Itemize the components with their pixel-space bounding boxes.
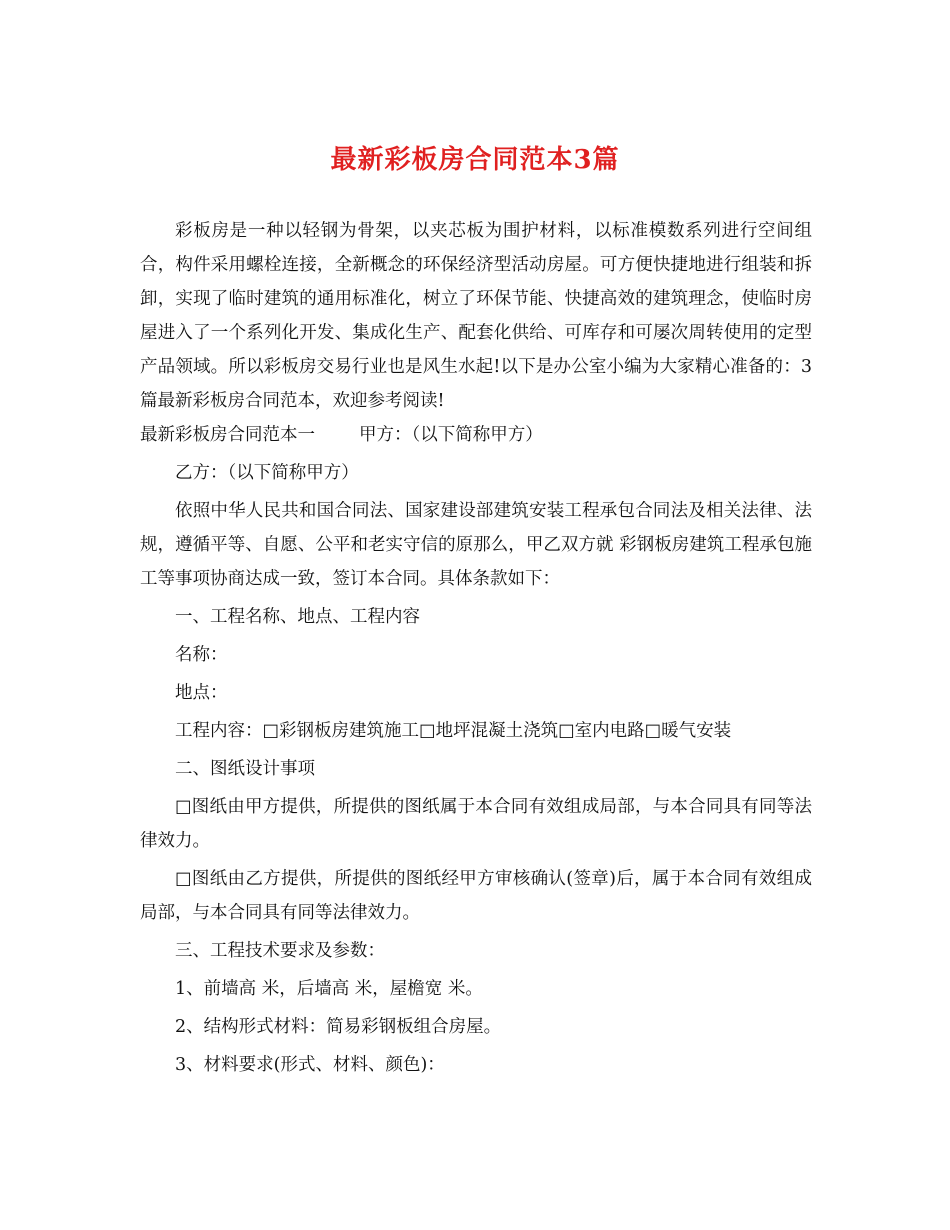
drawing-option-1: □图纸由甲方提供，所提供的图纸属于本合同有效组成局部，与本合同具有同等法律效力。 (140, 797, 812, 851)
location-label: 地点： (175, 683, 228, 703)
document-title: 最新彩板房合同范本3篇 (330, 145, 620, 175)
party-b-line: 乙方：（以下简称甲方） (175, 463, 359, 483)
document-body (140, 214, 812, 1082)
content-label: 工程内容：□彩钢板房建筑施工□地坪混凝土浇筑□室内电路□暖气安装 (175, 721, 732, 741)
preamble-paragraph: 依照中华人民共和国合同法、国家建设部建筑安装工程承包合同法及相关法律、法规，遵循平等、自愿、公平和老实守信的原那么，甲乙双方就 彩钢板房建筑工程承包施工等事项协商达成一致，签订本合同。具体条款如下： (140, 501, 812, 589)
clause1-heading: 一、工程名称、地点、工程内容 (175, 607, 420, 627)
section-heading: 最新彩板房合同范本一 (140, 425, 315, 445)
tech-item-3: 3、材料要求(形式、材料、颜色)： (175, 1055, 445, 1075)
tech-item-2: 2、结构形式材料：简易彩钢板组合房屋。 (175, 1017, 502, 1037)
clause3-heading: 三、工程技术要求及参数： (175, 941, 385, 961)
section-heading-line (140, 418, 812, 452)
name-label: 名称： (175, 645, 228, 665)
party-a-line: 甲方：（以下简称甲方） (359, 425, 543, 445)
drawing-option-2: □图纸由乙方提供，所提供的图纸经甲方审核确认(签章)后，属于本合同有效组成局部，与本合同具有同等法律效力。 (140, 869, 812, 923)
intro-paragraph: 彩板房是一种以轻钢为骨架，以夹芯板为围护材料，以标准模数系列进行空间组合，构件采用螺栓连接，全新概念的环保经济型活动房屋。可方便快捷地进行组装和拆卸，实现了临时建筑的通用标准化，树立了环保节能、快捷高效的建筑理念，使临时房屋进入了一个系列化开发、集成化生产、配套化供给、可库存和可屡次周转使用的定型产品领域。所以彩板房交易行业也是风生水起!以下是办公室小编为大家精心准备的：3篇最新彩板房合同范本，欢迎参考阅读! (140, 221, 812, 411)
clause2-heading: 二、图纸设计事项 (175, 759, 315, 779)
tech-item-1: 1、前墙高 米，后墙高 米，屋檐宽 米。 (175, 979, 483, 999)
